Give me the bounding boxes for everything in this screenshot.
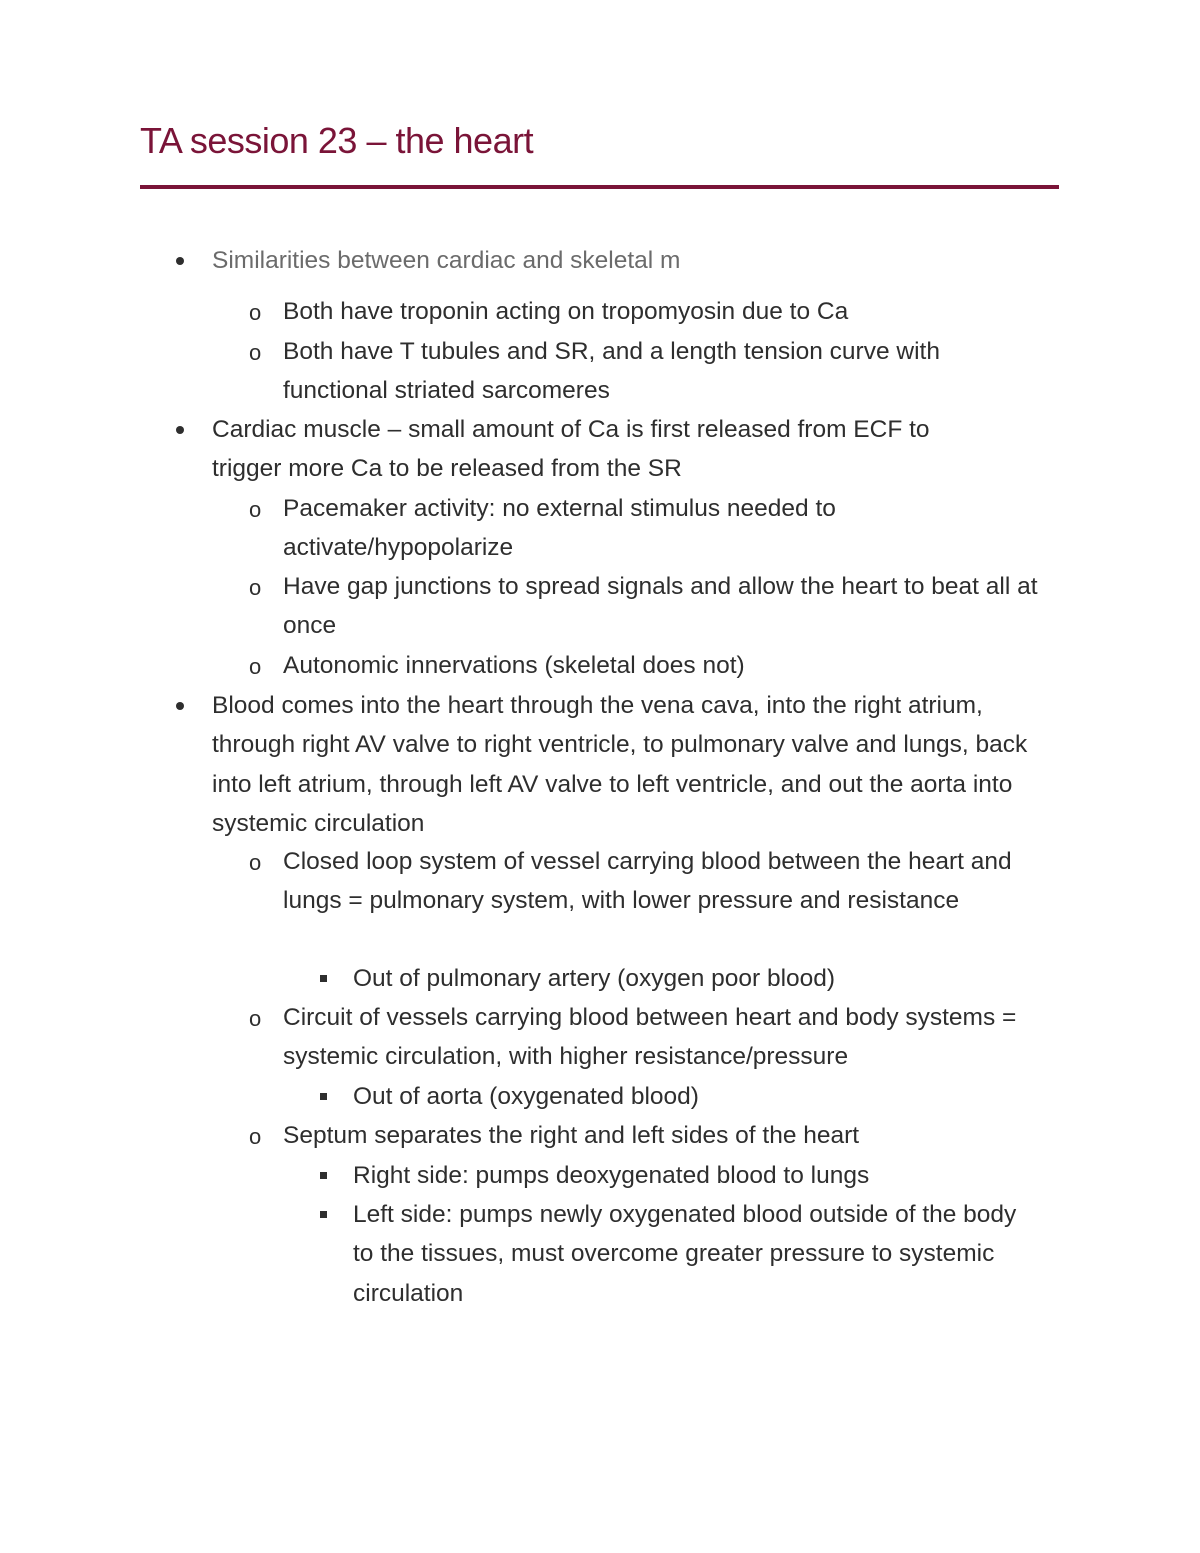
list-item [353,1156,1073,1195]
bullet-dot-icon [176,257,184,265]
list-item [212,241,1072,280]
list-item-text: Similarities between cardiac and skeletal m [212,247,681,274]
title-underline [140,185,1059,189]
bullet-circle-marker: o [249,300,262,325]
list-item-text: Left side: pumps newly oxygenated blood outside of the body to the tissues, must overcome greater pressure to systemic circulation [353,1201,1017,1307]
list-item-text: Cardiac muscle – small amount of Ca is first released from ECF to trigger more Ca to be released from the SR [212,416,930,483]
bullet-dot-icon [176,426,184,434]
list-item-text: Pacemaker activity: no external stimulus needed to activate/hypopolarize [283,495,836,562]
bullet-square-icon [320,1211,327,1218]
bullet-circle-marker: o [249,575,262,600]
list-item-text: Out of pulmonary artery (oxygen poor blood) [353,965,836,992]
list-item [283,292,1073,331]
list-item [353,959,1073,998]
list-item [212,686,1057,844]
bullet-circle-marker: o [249,497,262,522]
list-item-text: Have gap junctions to spread signals and allow the heart to beat all at once [283,573,1038,640]
list-item [283,646,1073,685]
list-item [212,410,1002,489]
list-item-text: Both have T tubules and SR, and a length tension curve with functional striated sarcomeres [283,338,940,405]
list-item [283,998,1053,1077]
list-item-text: Septum separates the right and left sides of the heart [283,1122,860,1149]
list-item [283,567,1063,646]
list-item-text: Both have troponin acting on tropomyosin due to Ca [283,298,849,325]
list-item-text: Autonomic innervations (skeletal does not) [283,652,745,679]
list-item-text: Right side: pumps deoxygenated blood to lungs [353,1162,870,1189]
bullet-dot-icon [176,702,184,710]
bullet-square-icon [320,975,327,982]
list-item [283,842,1043,921]
list-item [283,332,1013,411]
bullet-square-icon [320,1093,327,1100]
bullet-circle-marker: o [249,1006,262,1031]
list-item [353,1077,1073,1116]
list-item-text: Closed loop system of vessel carrying blood between the heart and lungs = pulmonary system, with lower pressure and resistance [283,848,1012,915]
bullet-circle-marker: o [249,654,262,679]
bullet-circle-marker: o [249,340,262,365]
bullet-circle-marker: o [249,850,262,875]
page-title: TA session 23 – the heart [140,120,534,161]
list-item [353,1195,1033,1313]
list-item-text: Circuit of vessels carrying blood between heart and body systems = systemic circulation, with higher resistance/pressure [283,1004,1017,1071]
bullet-square-icon [320,1172,327,1179]
list-item [283,1116,1073,1155]
list-item [283,489,923,568]
list-item-text: Blood comes into the heart through the vena cava, into the right atrium, through right AV valve to right ventricle, to pulmonary valve and lungs, back into left atrium, through left AV valve to left ventricle, and out the aorta into systemic circulation [212,692,1028,838]
list-item-text: Out of aorta (oxygenated blood) [353,1083,699,1110]
bullet-circle-marker: o [249,1124,262,1149]
